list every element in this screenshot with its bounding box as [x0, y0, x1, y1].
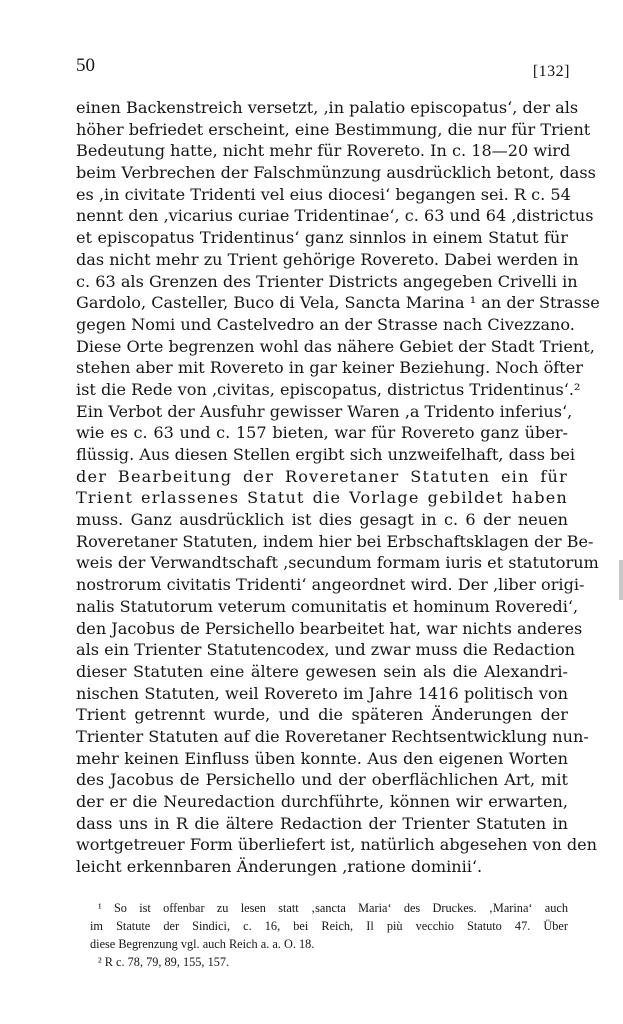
- body-line: Bedeutung hatte, nicht mehr für Rovereto. In c. 18—20 wird: [76, 141, 571, 161]
- body-line: stehen aber mit Rovereto in gar keiner Beziehung. Noch öfter: [76, 358, 583, 378]
- footnote-2: ² R c. 78, 79, 89, 155, 157.: [98, 955, 230, 969]
- footnote-1-line: im Statute der Sindici, c. 16, bei Reich, Il più vecchio Statuto 47. Über: [90, 919, 568, 933]
- page-edge-shadow: [619, 560, 623, 600]
- body-line: als ein Trienter Statutencodex, und zwar muss die Redaction: [76, 640, 576, 660]
- body-line: dass uns in R die ältere Redaction der Trienter Statuten in: [76, 813, 568, 833]
- page-reference: [132]: [532, 63, 570, 80]
- body-line: weis der Verwandtschaft ‚secundum formam iuris et statutorum: [76, 553, 599, 573]
- body-line: einen Backenstreich versetzt, ‚in palatio episcopatus‘, der als: [76, 98, 579, 117]
- page-number: 50: [76, 55, 95, 76]
- body-line-emphasis: Trient erlassenes Statut die Vorlage gebildet haben: [76, 488, 568, 508]
- body-text: [76, 97, 600, 878]
- body-line: nischen Statuten, weil Rovereto im Jahre 1416 politisch von: [76, 683, 568, 703]
- body-line: gegen Nomi und Castelvedro an der Strasse nach Civezzano.: [76, 314, 575, 334]
- body-line: et episcopatus Tridentinus‘ ganz sinnlos in einem Statut für: [76, 228, 568, 248]
- footnote-1-line: diese Begrenzung vgl. auch Reich a. a. O. 18.: [90, 937, 315, 951]
- body-line: den Jacobus de Persichello bearbeitet hat, war nichts anderes: [76, 618, 583, 638]
- body-line: Roveretaner Statuten, indem hier bei Erbschaftsklagen der Be-: [76, 531, 594, 551]
- body-line: es ‚in civitate Tridenti vel eius diocesi‘ begangen sei. R c. 54: [76, 184, 571, 204]
- body-line-emphasis: der Bearbeitung der Roveretaner Statuten ein für: [76, 466, 568, 486]
- body-line: Trienter Statuten auf die Roveretaner Rechtsentwicklung nun-: [76, 726, 589, 746]
- body-line: leicht erkennbaren Änderungen ‚ratione dominii‘.: [76, 857, 483, 877]
- body-line: mehr keinen Einfluss üben konnte. Aus den eigenen Worten: [76, 748, 568, 768]
- body-line: wie es c. 63 und c. 157 bieten, war für Rovereto ganz über-: [76, 423, 568, 443]
- body-line: des Jacobus de Persichello und der oberflächlichen Art, mit: [76, 770, 568, 790]
- body-line: c. 63 als Grenzen des Trienter Districts angegeben Crivelli in: [76, 271, 578, 291]
- body-line: Ein Verbot der Ausfuhr gewisser Waren ‚a Tridento inferius‘,: [76, 401, 573, 421]
- body-line: der er die Neuredaction durchführte, können wir erwarten,: [76, 792, 568, 811]
- body-line: ist die Rede von ‚civitas, episcopatus, districtus Tridentinus‘.²: [76, 379, 581, 399]
- body-line: muss. Ganz ausdrücklich ist dies gesagt in c. 6 der neuen: [76, 510, 568, 530]
- body-line: flüssig. Aus diesen Stellen ergibt sich unzweifelhaft, dass bei: [76, 445, 576, 464]
- body-line: nostrorum civitatis Tridenti‘ angeordnet wird. Der ‚liber origi-: [76, 575, 585, 595]
- body-line: das nicht mehr zu Trient gehörige Rovereto. Dabei werden in: [76, 249, 579, 269]
- body-line: nennt den ‚vicarius curiae Tridentinae‘, c. 63 und 64 ‚districtus: [76, 206, 594, 226]
- body-line: Diese Orte begrenzen wohl das nähere Gebiet der Stadt Trient,: [76, 336, 595, 356]
- body-line: nalis Statutorum veterum comunitatis et hominum Roveredi‘,: [76, 596, 579, 616]
- body-line: Trient getrennt wurde, und die späteren Änderungen der: [76, 705, 568, 725]
- footnote-1-line: ¹ So ist offenbar zu lesen statt ‚sancta Maria‘ des Druckes. ‚Marina‘ auch: [98, 901, 568, 915]
- body-line: dieser Statuten eine ältere gewesen sein als die Alexandri-: [76, 661, 568, 681]
- body-line: höher befriedet erscheint, eine Bestimmung, die nur für Trient: [76, 119, 591, 139]
- body-line: beim Verbrechen der Falschmünzung ausdrücklich betont, dass: [76, 163, 596, 183]
- body-line: wortgetreuer Form überliefert ist, natürlich abgesehen von den: [76, 835, 598, 855]
- body-line: Gardolo, Casteller, Buco di Vela, Sancta Marina ¹ an der Strasse: [76, 293, 600, 313]
- footnotes: [76, 899, 568, 971]
